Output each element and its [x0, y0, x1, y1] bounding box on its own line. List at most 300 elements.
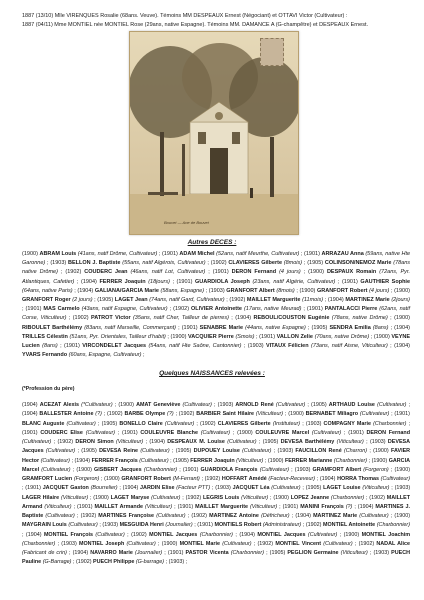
record-date: (1901) — [306, 306, 323, 313]
record-name: GISBERT Jacques — [94, 466, 142, 473]
record-entry: (1901) COUDERC Elise (Cultivateur) ; — [22, 429, 123, 436]
record-entry: (1901) COULEUVRE Blanche (Cultivateur) ; — [122, 429, 238, 436]
record-entry: (1905) FERRER Joaquin (Viticulteur) ; — [173, 457, 268, 464]
record-name: LAGET Jean — [114, 297, 148, 304]
record-entry: (1901) MAILLET Marguerite (Viticulteur) ; — [177, 503, 283, 510]
record-date: (1900) — [394, 315, 410, 322]
record-detail: (43ans, natif Espagne, Cultivateur) — [81, 306, 168, 313]
record-entry: (1900) MONTIEL Marie (Cultivateur) ; — [161, 540, 258, 547]
record-name: LEGRIS Louis — [203, 494, 240, 501]
record-detail: (Bourrelier) — [90, 485, 118, 492]
record-entry: (1901) DERON Fernand (Cultivateur) ; — [22, 429, 411, 445]
record-date: (1901) — [259, 333, 276, 340]
record-name: SENDRA Emilia — [329, 324, 371, 331]
record-detail: (Défricheur) — [261, 513, 290, 519]
record-entry: (1900) GRANFORT Robert (4 jours) ; — [299, 287, 395, 294]
record-detail: (60ans, Espagne, Cultivateur) — [68, 352, 142, 359]
record-detail: (?) — [345, 503, 353, 510]
record-entry: (1904) MARTINEZ Marie (2jours) ; — [22, 297, 410, 313]
record-entry: (1900) ABRAM Louis (41ans, natif Drôme, Cultivateur) ; — [22, 251, 162, 257]
header-line: 1887 (04/11) Mme MONTIEL née MONTIEL Rose (29ans, native Espagne). Témoins MM. DAMANCE A (G-champêtre) et DESPEAUX Ernest. — [22, 22, 369, 28]
record-date: (1902) — [185, 494, 202, 501]
record-detail: (Cultivateur) — [377, 402, 407, 408]
naissances-title-text: Quelques NAISSANCES relevées : — [159, 370, 265, 377]
record-name: COMPAGNY Marie — [323, 420, 371, 427]
record-detail: (?) — [95, 411, 102, 418]
record-name: ARTHAUD Louise — [328, 402, 375, 408]
record-name: FAVIER Hector — [22, 448, 411, 464]
record-date: (1900) — [288, 411, 304, 418]
record-entry: (1900) VEYNE Lucien (8ans) ; — [22, 333, 411, 350]
record-entry: (1900) RIBOULET Barthélémy (83ans, natif Marseille, Commerçant) ; — [22, 315, 410, 331]
record-entry: (1902) MAILLET Armand (Viticulteur) ; — [22, 494, 411, 510]
record-date: (1905) — [81, 448, 97, 455]
record-name: YVARS Fernando — [22, 352, 68, 359]
record-date: (1900) — [394, 287, 410, 294]
record-date: (1902) — [107, 411, 123, 418]
record-name: MONTIEL Jacques — [257, 531, 306, 538]
header-line: 1887 (13/10) Mlle VIRENQUES Rosalie (68ans. Veuve). Témoins MM DESPEAUX Ernest (Négociant) et OTTAVI Victor (Cultivateur) : — [22, 13, 348, 19]
record-entry: (1901) SENABRE Marie (44ans, native Espagne) ; — [181, 324, 312, 331]
record-name: HOFFART Amédé — [221, 476, 267, 482]
record-name: MAILLET Armand — [22, 494, 411, 510]
record-name: BARBE Olympe — [124, 411, 166, 418]
record-name: FAUCILLON René — [295, 448, 342, 455]
record-date: (1905) — [101, 420, 118, 427]
record-entry: (1904) ACEZAT Alexis (*Cultivateur) ; — [22, 402, 119, 408]
record-date: (1902) — [65, 269, 82, 276]
record-date: (1902) — [210, 260, 227, 267]
record-entry: (1904) NAVARRO Marie (Journalier) ; — [72, 550, 168, 556]
record-detail: (2jours) — [391, 297, 410, 304]
record-detail: (Viticulteur) — [116, 439, 144, 445]
record-detail: (52ans, natif Meurthe, Cultivateur) — [216, 251, 300, 257]
record-detail: (Cultivateur) — [164, 420, 195, 427]
record-detail: (Cultivateur) — [323, 540, 353, 547]
record-detail: (Cultivateur) — [95, 531, 125, 538]
record-name: OLIVIER Antoinette — [191, 306, 242, 313]
record-date: (1904) — [74, 457, 91, 464]
record-date: (1903) — [217, 402, 234, 408]
record-detail: (Cultivateur) — [151, 494, 181, 501]
record-name: JARDIN Elise — [140, 485, 175, 492]
record-date: (1903) — [277, 448, 294, 455]
record-date: (1904) — [327, 297, 344, 304]
record-entry: (1904) MARTINEZ Marie (Cultivateur) ; — [295, 513, 395, 519]
record-name: MAS Carmelo — [43, 306, 80, 313]
record-detail: (Cultivateur) — [359, 411, 390, 418]
record-detail: (4 jours) — [279, 269, 301, 276]
record-name: MARTINES Françoise — [98, 513, 155, 519]
record-entry: (1901) DERON Fernand (4 jours) ; — [212, 269, 309, 276]
record-name: MONTIEL Jacques — [149, 531, 198, 538]
record-detail: (51ans, Pyr. Orientales, Tailleur d'habit) — [69, 333, 166, 340]
record-date: (1901) — [63, 343, 80, 350]
record-entry: (1905) ARTHAUD Louise (Cultivateur) ; — [311, 402, 411, 408]
record-name: MAILLET Armande — [94, 503, 144, 510]
record-entry: (1901) GAUTHIER Sophie (64ans, native Paris) ; — [22, 278, 411, 294]
record-date: (1903) — [168, 559, 185, 566]
deces-section-title — [0, 239, 424, 246]
record-detail: (Cultivateur) — [311, 429, 342, 436]
record-entry: (1903) ; — [168, 559, 188, 566]
record-name: DUPOUEY Louise — [193, 448, 240, 455]
record-entry: (1901) PASTOR Vicenta (Charbonnier) ; — [167, 550, 270, 556]
record-detail: (Charbonnier) — [373, 420, 407, 427]
record-detail: (58ans, Espagne) — [160, 287, 205, 294]
record-date: (1900) — [170, 333, 187, 340]
record-date: (1900) — [22, 251, 38, 257]
record-entry: (1903) GRANFORT Albert (8mois) ; — [208, 287, 300, 294]
record-detail: (62ans, natif Corse, Viticulteur) — [22, 306, 411, 322]
record-date: (1902) — [369, 494, 385, 501]
record-name: DESPAUX Romain — [326, 269, 377, 276]
record-entry: (1901) MAS Carmelo (43ans, natif Espagne, Cultivateur) ; — [25, 306, 174, 313]
record-detail: (8ans) — [372, 324, 389, 331]
record-date: (1904) — [295, 513, 311, 519]
record-date: (1902) — [131, 531, 147, 538]
record-name: MONTIEL Vincent — [275, 540, 322, 547]
record-name: MONTIEL Antoinette — [323, 522, 376, 529]
record-detail: (Charbonnier) — [143, 466, 178, 473]
record-detail: (Smois) — [235, 333, 255, 340]
record-name: SENABRE Marie — [199, 324, 244, 331]
record-detail: (Viticulteur) — [362, 485, 390, 492]
record-date: (1902) — [191, 513, 207, 519]
record-date: (1902) — [200, 420, 216, 427]
record-date: (1901) — [394, 411, 410, 418]
record-detail: (74ans, natif Gard, Cultivateur) — [149, 297, 225, 304]
record-date: (1905) — [307, 260, 324, 267]
record-detail: (41ans, natif Drôme, Cultivateur) — [77, 251, 158, 257]
record-detail: (*Cultivateur) — [81, 402, 113, 408]
record-detail: (Cultivateur) — [359, 513, 389, 519]
record-name: DEVESA Reine — [99, 448, 139, 455]
record-name: JACQUET Gaston — [42, 485, 89, 492]
record-name: GRAMFORT Lucien — [22, 476, 73, 482]
record-name: VACQUIER Pierre — [188, 333, 234, 340]
record-entry: (1902) NADAL Alice (Fabricant de crin) ; — [22, 540, 411, 556]
record-date: (1900) — [373, 448, 389, 455]
record-entry: (1901) ARRAZAU Anna (59ans, native Hte Garonne) ; — [22, 251, 411, 267]
record-entry: (1904) DESPEAUX M. Louise (Cultivateur) ; — [149, 439, 263, 445]
deces-list — [22, 250, 410, 360]
record-name: COUDERC Elise — [40, 429, 83, 436]
record-name: GRANFORT Roger — [22, 297, 71, 304]
record-detail: (Viticulteur) — [250, 503, 278, 510]
record-entry: (1903) DEVESA Jacques (Cultivateur) ; — [22, 439, 411, 455]
record-detail: (Cultivateur) — [139, 457, 169, 464]
record-name: COUDERC Jean — [84, 269, 128, 276]
record-entry: (1900) COULEUVRE Marcel (Cultivateur) ; — [237, 429, 349, 436]
record-detail: (Administrateur) — [262, 522, 302, 529]
record-entry: (1900) MONTIEL Joachim (Charbonnier) ; — [22, 531, 411, 547]
record-detail: (Viticulteur) — [60, 494, 89, 501]
record-name: FERRER Joaquin — [190, 457, 235, 464]
header-records — [22, 12, 412, 30]
record-detail: (Charbonnier) — [22, 540, 56, 547]
postage-stamp — [260, 38, 284, 66]
record-date: (1905) — [269, 550, 286, 556]
record-entry: (1900) LOPEZ Jeanne (Charbonnier) ; — [273, 494, 370, 501]
record-entry: (1904) MARTINES J. Baptiste (Cultivateur) ; — [22, 503, 410, 519]
record-date: (1903) — [102, 522, 118, 529]
record-name: LAGET Maryse — [110, 494, 150, 501]
record-date: (1902) — [305, 522, 322, 529]
record-entry: (1902) LEGRIS Louis (Viticulteur) ; — [185, 494, 274, 501]
record-name: BARBIER Saint Hilaire — [196, 411, 255, 418]
record-date: (1900) — [394, 513, 411, 519]
record-date: (1902) — [173, 306, 190, 313]
record-date: (1901) — [282, 503, 299, 510]
record-detail: (Forgeron) — [73, 476, 100, 482]
record-date: (1901) — [304, 251, 320, 257]
record-date: (1904) — [22, 402, 38, 408]
record-detail: (Charbonnier) — [199, 531, 233, 538]
record-detail: (Cultivateur) — [40, 457, 70, 464]
record-detail: (Charbonnier) — [330, 494, 365, 501]
record-detail: (72ans, Pyr. Atlantiques, Cafetier) — [22, 269, 411, 285]
record-date: (1901) — [181, 324, 198, 331]
record-name: TRILLES Célestin — [22, 333, 68, 340]
record-detail: (83ans, natif Marseille, Commerçant) — [84, 324, 177, 331]
record-entry: (1902) MONTIEL Jacques (Charbonnier) ; — [131, 531, 240, 538]
record-name: DERON Fernand — [366, 429, 411, 436]
record-entry: (1901) GUARDIOLA Joseph (23ans, natif Algérie, Cultivateur) ; — [176, 278, 342, 285]
record-entry: (1904) MONTIEL Jacques (Cultivateur) ; — [239, 531, 344, 538]
record-entry: (1901) MAILLET Armande (Viticulteur) ; — [76, 503, 178, 510]
record-name: ABRAM Louis — [39, 251, 77, 257]
postcard-photo — [129, 31, 299, 235]
record-entry: (1902) PUECH Philippe (G-barrage) ; — [75, 559, 169, 566]
record-date: (1903) — [294, 466, 311, 473]
record-detail: (Cultivateur) — [66, 420, 96, 427]
record-date: (1903) — [61, 540, 77, 547]
record-date: (1905) — [173, 457, 189, 464]
record-detail: (Charron) — [343, 448, 368, 455]
record-name: FERRER François — [91, 457, 138, 464]
record-date: (1900) — [299, 287, 316, 294]
record-date: (1903) — [373, 550, 390, 556]
record-name: GUARDIOLA Joseph — [194, 278, 250, 285]
record-entry: (1905) SENDRA Emilia (8ans) ; — [311, 324, 395, 331]
record-date: (1901) — [25, 485, 41, 492]
record-date: (1900) — [76, 466, 92, 473]
record-name: MARTINES J. Baptiste — [22, 503, 410, 519]
record-detail: (11mois) — [302, 297, 324, 304]
record-date: (1901) — [177, 503, 194, 510]
record-date: (1900) — [394, 466, 411, 473]
record-entry: (1904) GALIANA/GARCIA Marie (58ans, Espagne) ; — [77, 287, 209, 294]
record-entry: (1902) MONTIEL Antoinette (Charbonnier) ; — [22, 522, 411, 538]
record-entry: (1905) LAGET Jean (74ans, natif Gard, Cultivateur) ; — [97, 297, 230, 304]
record-entry: (1902) OLIVIER Antoinette (17ans, native Meurad) ; — [173, 306, 307, 313]
record-entry: (1902) MAILLET Marguerite (11mois) ; — [229, 297, 328, 304]
record-entry: (1902) PATROT Victor (35ans, natif Cher, Tailleur de pierres) ; — [72, 315, 236, 322]
record-detail: (35ans, natif Cher, Tailleur de pierres) — [132, 315, 229, 322]
record-date: (1901) — [182, 466, 199, 473]
record-detail: (G-Barrage) — [42, 559, 72, 566]
record-entry: (1900) BERNABET Miliagro (Cultivateur) ; — [288, 411, 395, 418]
record-entry: (1901) MONTIELS Robert (Administrateur) ; — [197, 522, 306, 529]
record-detail: (Instituteur) — [272, 420, 301, 427]
record-date: (1905) — [97, 297, 114, 304]
record-entry: (1904) TRILLES Célestin (51ans, Pyr. Orientales, Tailleur d'habit) ; — [22, 324, 411, 340]
record-detail: (Facteur-Receveur) — [268, 476, 316, 482]
record-date: (1903) — [369, 439, 386, 445]
record-name: BONELLO Claire — [119, 420, 163, 427]
record-name: REBOUL/COUSTON Eugénie — [253, 315, 330, 322]
record-date: (1905) — [311, 402, 327, 408]
record-date: (1904) — [122, 485, 139, 492]
record-date: (1901) — [197, 522, 213, 529]
record-entry: (1903) BELLON J. Baptiste (55ans, natif Algérois, Cultivateur) ; — [50, 260, 211, 267]
record-detail: (64ans, native Paris) — [22, 287, 73, 294]
record-entry: (1904) YVARS Fernando (60ans, Espagne, Cultivateur) ; — [22, 343, 410, 359]
record-name: CLAVIERES Gilberte — [217, 420, 271, 427]
record-entry: (1903) JACQUET Léa (Cultivateur) ; — [215, 485, 306, 492]
record-date: (1902) — [358, 540, 375, 547]
record-date: (1904) — [80, 278, 97, 285]
record-detail: (8ans) — [42, 343, 58, 350]
record-entry: (1901) BLANC Auguste (Cultivateur) ; — [22, 411, 410, 427]
record-name: GALIANA/GARCIA Marie — [94, 287, 159, 294]
record-entry: (1902) BARBE Olympe (?) ; — [107, 411, 179, 418]
record-detail: (2 jours) — [72, 297, 93, 304]
record-date: (1900) — [373, 333, 390, 340]
record-entry: (1900) AMAT Geneviève (Cultivateur) ; — [118, 402, 218, 408]
record-date: (1900) — [343, 531, 360, 538]
record-entry: (1903) MONTIEL Joseph (Cultivateur) ; — [61, 540, 162, 547]
record-detail: (Cultivateur) — [140, 448, 170, 455]
record-name: MONTIEL Marie — [179, 540, 221, 547]
record-entry: (1901) GUARDIOLA François (Cultivateur) ; — [182, 466, 295, 473]
record-date: (1905) — [305, 485, 322, 492]
record-detail: (55ans, natif Algérois, Cultivateur) — [122, 260, 206, 267]
record-name: MESGUIDA Henri — [119, 522, 164, 529]
record-date: (1902) — [75, 559, 92, 566]
record-date: (1902) — [229, 297, 246, 304]
record-entry: (1905) DEVESA Reine (Cultivateur) ; — [81, 448, 176, 455]
record-entry: (1900) GRAMFORT Lucien (Forgeron) ; — [22, 466, 411, 482]
record-entry: (1903) ARNOLD René (Cultivateur) ; — [217, 402, 312, 408]
record-detail: (44ans, native Espagne) — [245, 324, 306, 331]
record-entry: (1901) JACQUET Gaston (Bourrelier) ; — [25, 485, 123, 492]
record-detail: (Cultivateur) — [45, 513, 75, 519]
record-date: (1902) — [57, 439, 74, 445]
record-date: (1904) — [394, 343, 410, 350]
record-detail: (78ans, native Drôme) — [331, 315, 388, 322]
record-entry: (1904) REBOUL/COUSTON Eugénie (78ans, native Drôme) ; — [235, 315, 395, 322]
record-name: MANINI François — [300, 503, 344, 510]
record-detail: (Journalier) — [134, 550, 163, 556]
record-entry: (1900) GISBERT Jacques (Charbonnier) ; — [76, 466, 183, 473]
record-name: PATROT Victor — [90, 315, 131, 322]
record-detail: (Cultivateur) — [259, 466, 290, 473]
record-detail: (Viticulteur) — [44, 503, 72, 510]
record-detail: (Cultivateur) — [68, 522, 98, 529]
record-name: MARTINEZ Marie — [345, 297, 390, 304]
record-name: MARTINEZ Antoine — [209, 513, 259, 519]
record-name: MONTIELS Robert — [214, 522, 262, 529]
record-detail: (Cultivateur) — [380, 476, 411, 482]
record-detail: (Cultivateur) — [85, 429, 116, 436]
record-date: (1900) — [118, 402, 134, 408]
record-entry: (1901) ADAM Michel (52ans, natif Meurthe, Cultivateur) ; — [161, 251, 305, 257]
record-entry: (1900) FERRER Marianne (Charbonnier) ; — [267, 457, 372, 464]
record-entry: (1903) MESGUIDA Henri (Journalier) ; — [102, 522, 198, 529]
record-name: PANTALACCI Pierre — [324, 306, 378, 313]
record-entry: (1905) COLINSON/NEMOZ Marie (78ans native Drôme) ; — [22, 260, 411, 276]
record-detail: (Charbonnier) — [230, 550, 264, 556]
record-date: (1904) — [394, 324, 411, 331]
record-detail: (Viticulteur) — [241, 494, 269, 501]
record-detail: (18jours) — [148, 278, 170, 285]
record-name: ARRAZAU Anna — [321, 251, 364, 257]
record-date: (1900) — [161, 540, 178, 547]
record-detail: (Viticulteur) — [336, 439, 364, 445]
record-detail: (Cultivateur) — [156, 513, 186, 519]
record-date: (1900) — [104, 476, 120, 482]
record-name: DERON Fernand — [231, 269, 277, 276]
record-detail: (Cultivateur) — [182, 402, 212, 408]
record-detail: (Fabricant de crin) — [22, 550, 67, 556]
record-entry: (1900) GRANFORT Roger (2 jours) ; — [22, 287, 410, 304]
record-date: (1903) — [247, 343, 264, 350]
record-name: VEYNE Lucien — [22, 333, 411, 350]
record-date: (1904) — [22, 411, 38, 418]
naissances-note: (*Profession du père) — [22, 386, 75, 392]
record-entry: (1903) PUECH Pauline (G-Barrage) ; — [22, 550, 410, 566]
record-name: MAILLET Marguerite — [246, 297, 301, 304]
record-date: (1905) — [311, 324, 328, 331]
record-name: COULEUVRE Marcel — [255, 429, 310, 436]
record-detail: (Facteur PTT) — [176, 485, 211, 492]
record-date: (1902) — [257, 540, 274, 547]
record-date: (1904) — [149, 439, 165, 445]
record-entry: (1900) LAGET Maryse (Cultivateur) ; — [93, 494, 186, 501]
record-detail: (46ans, natif Lot, Cultivateur) — [130, 269, 206, 276]
record-name: MONTIEL François — [43, 531, 93, 538]
record-date: (1902) — [80, 513, 97, 519]
record-entry: (1902) CLAVIERES Gilberte (Instituteur) ; — [200, 420, 306, 427]
record-name: GRANFORT Robert — [316, 287, 368, 294]
record-name: JACQUET Léa — [232, 485, 270, 492]
photo-caption: Bouvet — Ane de Bouvet — [164, 220, 209, 225]
record-detail: (?) — [167, 411, 174, 418]
record-entry: (1905) PEGLION Germaine (Viticulteur) ; — [269, 550, 374, 556]
record-detail: (Cultivateur) — [126, 540, 156, 547]
record-date: (1901) — [348, 429, 364, 436]
record-entry: (1905) LAGET Louise (Viticulteur) ; — [305, 485, 395, 492]
record-name: RIBOULET Barthélémy — [22, 324, 83, 331]
record-detail: (Charbonnier) — [376, 522, 411, 529]
record-detail: (Viticulteur) — [236, 457, 264, 464]
record-name: MARTINEZ Marie — [313, 513, 358, 519]
record-detail: (Cultivateur) — [271, 485, 301, 492]
record-name: PASTOR Vicenta — [185, 550, 229, 556]
record-detail: (Viticulteur) — [340, 550, 368, 556]
record-name: VITAUX Félicien — [265, 343, 309, 350]
record-entry: (1904) FERRER Joaquin (18jours) ; — [80, 278, 177, 285]
record-date: (1902) — [204, 476, 221, 482]
record-name: CLAVIERES Gilberte — [228, 260, 282, 267]
record-detail: (Cultivateur) — [307, 531, 338, 538]
record-date: (1901) — [167, 550, 184, 556]
record-entry: (1903) COMPAGNY Marie (Charbonnier) ; — [305, 420, 411, 427]
record-detail: (8mois) — [283, 260, 303, 267]
record-date: (1901) — [22, 429, 38, 436]
